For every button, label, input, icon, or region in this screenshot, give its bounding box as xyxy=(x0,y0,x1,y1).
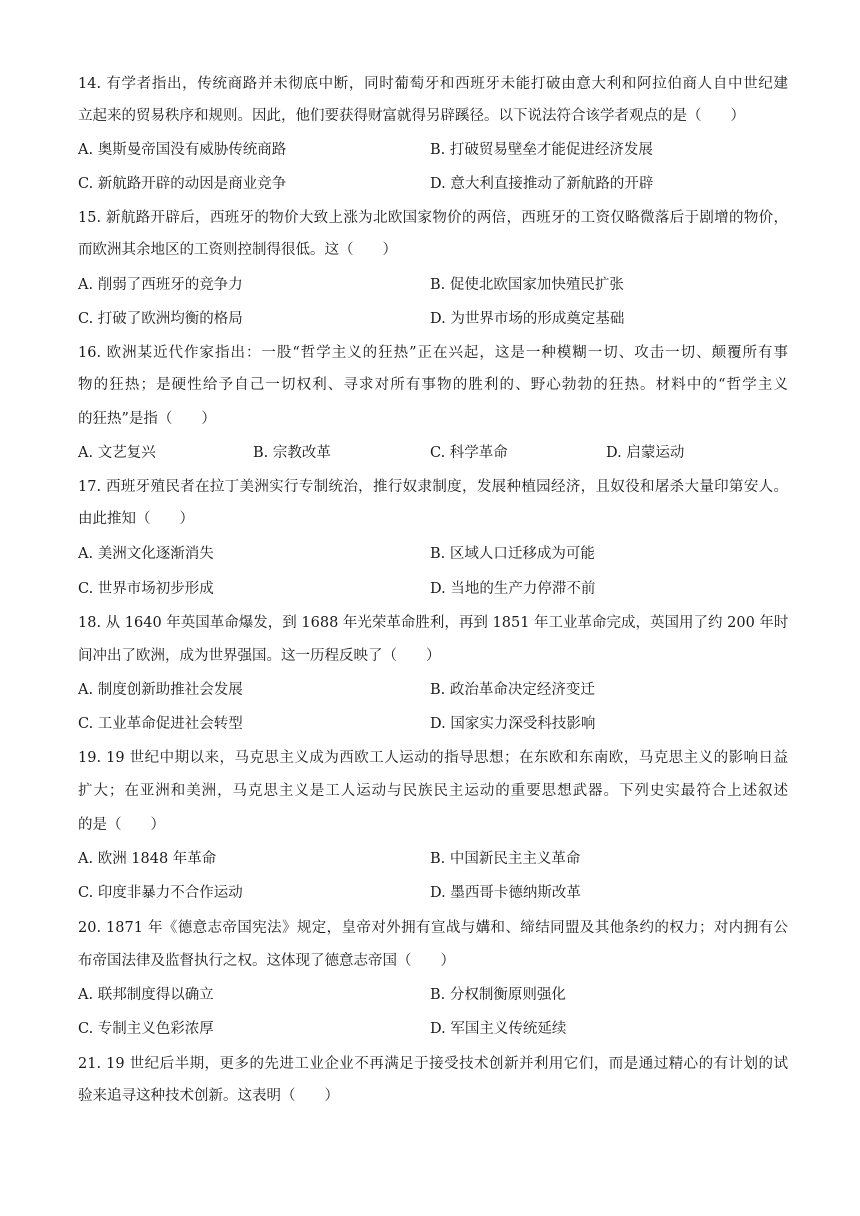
question-text-line: 由此推知（ ） xyxy=(78,511,194,527)
answer-option-a: A. 奥斯曼帝国没有威胁传统商路 xyxy=(78,142,287,158)
question-text-line: 21. 19 世纪后半期，更多的先进工业企业不再满足于接受技术创新并利用它们，而是通过精心的有计划的试 xyxy=(78,1056,788,1072)
answer-option-d: D. 意大利直接推动了新航路的开辟 xyxy=(430,176,654,192)
answer-option-a: A. 文艺复兴 xyxy=(78,445,156,461)
answer-option-a: A. 削弱了西班牙的竞争力 xyxy=(78,277,243,293)
answer-option-a: A. 欧洲 1848 年革命 xyxy=(78,851,217,867)
answer-option-b: B. 区域人口迁移成为可能 xyxy=(430,546,595,562)
question-text-line: 19. 19 世纪中期以来，马克思主义成为西欧工人运动的指导思想；在东欧和东南欧，马克思主义的影响日益 xyxy=(78,750,788,766)
answer-option-a: A. 制度创新助推社会发展 xyxy=(78,682,243,698)
question-text-line: 18. 从 1640 年英国革命爆发，到 1688 年光荣革命胜利，再到 1851 年工业革命完成，英国用了约 200 年时 xyxy=(78,615,789,631)
answer-option-c: C. 工业革命促进社会转型 xyxy=(78,716,243,732)
question-text-line: 间冲出了欧洲，成为世界强国。这一历程反映了（ ） xyxy=(78,648,441,664)
question-text-line: 17. 西班牙殖民者在拉丁美洲实行专制统治，推行奴隶制度，发展种植园经济，且奴役和屠杀大量印第安人。 xyxy=(78,479,788,495)
answer-option-b: B. 分权制衡原则强化 xyxy=(430,987,566,1003)
answer-option-c: C. 新航路开辟的动因是商业竞争 xyxy=(78,176,287,192)
answer-option-b: B. 中国新民主主义革命 xyxy=(430,851,581,867)
answer-option-d: D. 国家实力深受科技影响 xyxy=(430,716,596,732)
answer-option-a: A. 联邦制度得以确立 xyxy=(78,987,214,1003)
question-text-line: 的是（ ） xyxy=(78,817,165,833)
question-text-line: 14. 有学者指出，传统商路并未彻底中断，同时葡萄牙和西班牙未能打破由意大利和阿拉伯商人自中世纪建 xyxy=(78,76,788,92)
answer-option-b: B. 宗教改革 xyxy=(253,445,331,461)
answer-option-a: A. 美洲文化逐渐消失 xyxy=(78,546,214,562)
answer-option-b: B. 促使北欧国家加快殖民扩张 xyxy=(430,277,624,293)
question-text-line: 立起来的贸易秩序和规则。因此，他们要获得财富就得另辟蹊径。以下说法符合该学者观点的是（ ） xyxy=(78,108,745,124)
answer-option-c: C. 专制主义色彩浓厚 xyxy=(78,1021,214,1037)
question-text-line: 的狂热”是指（ ） xyxy=(78,411,216,427)
answer-option-c: C. 世界市场初步形成 xyxy=(78,581,214,597)
question-text-line: 验来追寻这种技术创新。这表明（ ） xyxy=(78,1088,339,1104)
question-text-line: 16. 欧洲某近代作家指出：一股“哲学主义的狂热”正在兴起，这是一种模糊一切、攻击一切、颠覆所有事 xyxy=(78,345,788,361)
question-text-line: 扩大；在亚洲和美洲，马克思主义是工人运动与民族民主运动的重要思想武器。下列史实最符合上述叙述 xyxy=(78,783,788,799)
question-text-line: 物的狂热；是硬性给予自己一切权利、寻求对所有事物的胜利的、野心勃勃的狂热。材料中的“哲学主义 xyxy=(78,377,788,393)
answer-option-b: B. 政治革命决定经济变迁 xyxy=(430,682,595,698)
question-text-line: 布帝国法律及监督执行之权。这体现了德意志帝国（ ） xyxy=(78,953,455,969)
answer-option-c: C. 印度非暴力不合作运动 xyxy=(78,885,243,901)
answer-option-d: D. 当地的生产力停滞不前 xyxy=(430,581,596,597)
answer-option-d: D. 军国主义传统延续 xyxy=(430,1021,567,1037)
answer-option-d: D. 墨西哥卡德纳斯改革 xyxy=(430,885,581,901)
answer-option-c: C. 科学革命 xyxy=(430,445,508,461)
question-text-line: 而欧洲其余地区的工资则控制得很低。这（ ） xyxy=(78,242,397,258)
answer-option-b: B. 打破贸易壁垒才能促进经济发展 xyxy=(430,142,653,158)
question-text-line: 15. 新航路开辟后，西班牙的物价大致上涨为北欧国家物价的两倍，西班牙的工资仅略微落后于剧增的物价， xyxy=(78,210,788,226)
question-text-line: 20. 1871 年《德意志帝国宪法》规定，皇帝对外拥有宣战与媾和、缔结同盟及其他条约的权力；对内拥有公 xyxy=(78,920,788,936)
answer-option-d: D. 为世界市场的形成奠定基础 xyxy=(430,311,625,327)
answer-option-d: D. 启蒙运动 xyxy=(606,445,685,461)
answer-option-c: C. 打破了欧洲均衡的格局 xyxy=(78,311,243,327)
